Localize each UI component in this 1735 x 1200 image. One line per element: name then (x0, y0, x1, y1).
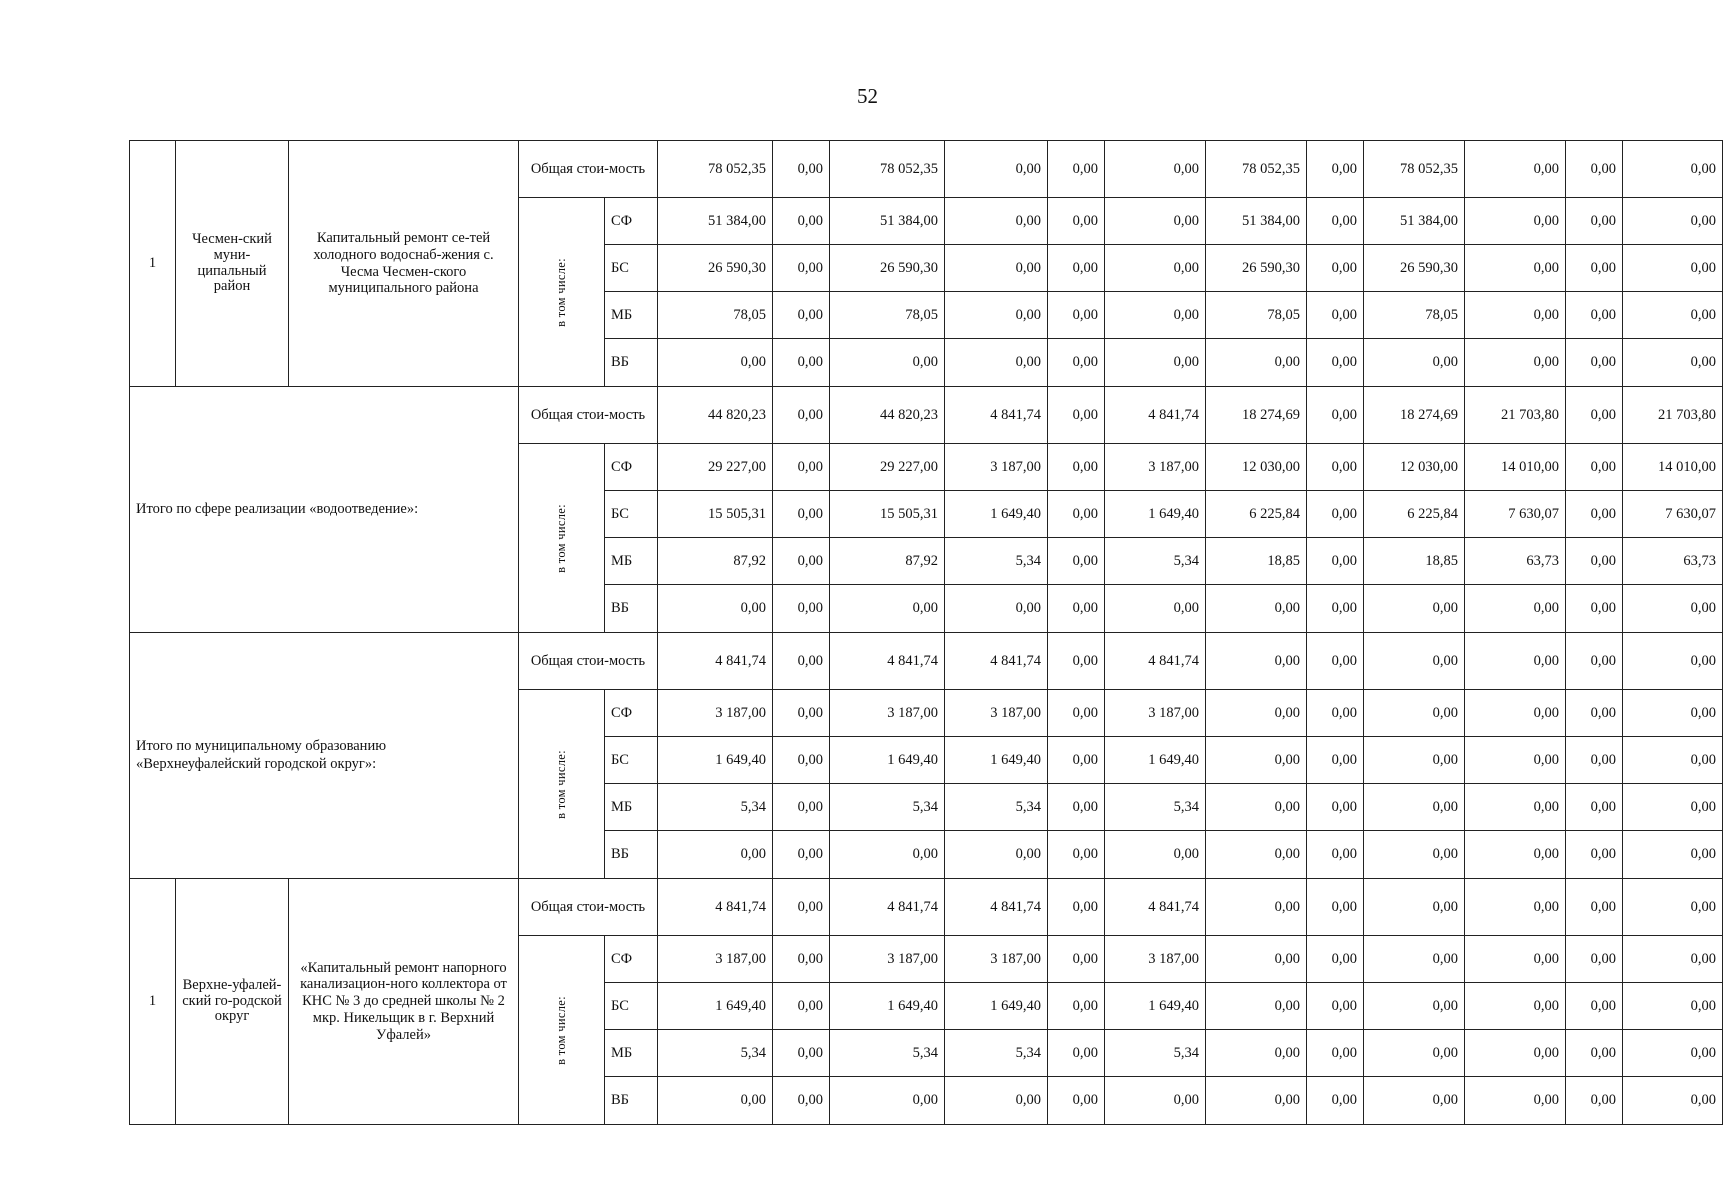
value-cell: 0,00 (1566, 245, 1623, 292)
value-cell: 63,73 (1465, 538, 1566, 585)
value-cell: 0,00 (1465, 737, 1566, 784)
value-cell: 0,00 (773, 1077, 830, 1125)
value-cell: 0,00 (773, 633, 830, 690)
value-cell: 0,00 (1566, 784, 1623, 831)
value-cell: 0,00 (1465, 690, 1566, 737)
value-cell: 0,00 (830, 1077, 945, 1125)
value-cell: 0,00 (1105, 339, 1206, 387)
value-cell: 4 841,74 (1105, 633, 1206, 690)
value-cell: 0,00 (1465, 198, 1566, 245)
value-cell: 4 841,74 (830, 633, 945, 690)
value-cell: 0,00 (1566, 737, 1623, 784)
funding-category: МБ (605, 784, 658, 831)
value-cell: 15 505,31 (658, 491, 773, 538)
value-cell: 1 649,40 (658, 737, 773, 784)
value-cell: 0,00 (945, 1077, 1048, 1125)
value-cell: 0,00 (773, 1030, 830, 1077)
value-cell: 0,00 (1465, 983, 1566, 1030)
value-cell: 0,00 (1623, 879, 1723, 936)
value-cell: 0,00 (1566, 339, 1623, 387)
value-cell: 0,00 (945, 141, 1048, 198)
value-cell: 0,00 (1307, 690, 1364, 737)
total-cost-label: Общая стои-мость (519, 141, 658, 198)
value-cell: 0,00 (1048, 737, 1105, 784)
value-cell: 3 187,00 (1105, 690, 1206, 737)
value-cell: 0,00 (773, 491, 830, 538)
value-cell: 15 505,31 (830, 491, 945, 538)
value-cell: 0,00 (1048, 1077, 1105, 1125)
value-cell: 0,00 (1048, 198, 1105, 245)
value-cell: 0,00 (1364, 936, 1465, 983)
value-cell: 0,00 (1206, 585, 1307, 633)
value-cell: 5,34 (1105, 1030, 1206, 1077)
value-cell: 0,00 (1465, 879, 1566, 936)
value-cell: 0,00 (1307, 784, 1364, 831)
value-cell: 0,00 (1048, 831, 1105, 879)
value-cell: 0,00 (1105, 198, 1206, 245)
value-cell: 0,00 (1623, 339, 1723, 387)
value-cell: 63,73 (1623, 538, 1723, 585)
value-cell: 1 649,40 (1105, 983, 1206, 1030)
value-cell: 0,00 (1206, 690, 1307, 737)
total-cost-label: Общая стои-мость (519, 387, 658, 444)
table-row (130, 879, 1723, 936)
value-cell: 21 703,80 (1465, 387, 1566, 444)
value-cell: 0,00 (1623, 245, 1723, 292)
funding-category: БС (605, 245, 658, 292)
value-cell: 5,34 (830, 784, 945, 831)
value-cell: 3 187,00 (945, 936, 1048, 983)
value-cell: 0,00 (1566, 585, 1623, 633)
value-cell: 29 227,00 (830, 444, 945, 491)
value-cell: 0,00 (830, 339, 945, 387)
value-cell: 3 187,00 (658, 690, 773, 737)
value-cell: 5,34 (658, 784, 773, 831)
including-label-cell (519, 444, 605, 633)
value-cell: 1 649,40 (1105, 491, 1206, 538)
value-cell: 3 187,00 (658, 936, 773, 983)
value-cell: 44 820,23 (658, 387, 773, 444)
value-cell: 0,00 (1307, 831, 1364, 879)
value-cell: 0,00 (1307, 292, 1364, 339)
value-cell: 78,05 (1364, 292, 1465, 339)
including-label-cell (519, 198, 605, 387)
value-cell: 5,34 (658, 1030, 773, 1077)
value-cell: 0,00 (773, 141, 830, 198)
value-cell: 0,00 (1623, 633, 1723, 690)
item-index: 1 (130, 141, 176, 387)
value-cell: 0,00 (1206, 737, 1307, 784)
value-cell: 0,00 (1307, 141, 1364, 198)
funding-category: МБ (605, 1030, 658, 1077)
value-cell: 0,00 (1465, 585, 1566, 633)
value-cell: 0,00 (1307, 245, 1364, 292)
value-cell: 0,00 (1105, 1077, 1206, 1125)
value-cell: 7 630,07 (1623, 491, 1723, 538)
value-cell: 0,00 (1105, 585, 1206, 633)
value-cell: 0,00 (1364, 339, 1465, 387)
value-cell: 0,00 (1206, 983, 1307, 1030)
value-cell: 87,92 (830, 538, 945, 585)
value-cell: 78 052,35 (1206, 141, 1307, 198)
value-cell: 0,00 (1566, 444, 1623, 491)
funding-category: МБ (605, 292, 658, 339)
value-cell: 0,00 (1623, 1077, 1723, 1125)
value-cell: 0,00 (773, 983, 830, 1030)
value-cell: 29 227,00 (658, 444, 773, 491)
value-cell: 4 841,74 (1105, 387, 1206, 444)
funding-category: МБ (605, 538, 658, 585)
value-cell: 3 187,00 (945, 444, 1048, 491)
funding-category: СФ (605, 444, 658, 491)
value-cell: 0,00 (1566, 1077, 1623, 1125)
value-cell: 0,00 (945, 245, 1048, 292)
value-cell: 0,00 (1465, 141, 1566, 198)
funding-category: БС (605, 491, 658, 538)
including-label-cell (519, 936, 605, 1125)
summary-label: Итого по муниципальному образованию «Верхнеуфалейский городской округ»: (130, 633, 519, 879)
value-cell: 0,00 (945, 831, 1048, 879)
value-cell: 0,00 (1307, 936, 1364, 983)
value-cell: 0,00 (1048, 936, 1105, 983)
value-cell: 0,00 (1465, 831, 1566, 879)
including-label-cell (519, 690, 605, 879)
funding-category: ВБ (605, 585, 658, 633)
value-cell: 12 030,00 (1364, 444, 1465, 491)
value-cell: 3 187,00 (1105, 444, 1206, 491)
value-cell: 0,00 (658, 831, 773, 879)
value-cell: 0,00 (1566, 292, 1623, 339)
value-cell: 26 590,30 (1364, 245, 1465, 292)
value-cell: 0,00 (1566, 538, 1623, 585)
total-cost-label: Общая стои-мость (519, 879, 658, 936)
value-cell: 0,00 (1307, 633, 1364, 690)
value-cell: 78 052,35 (830, 141, 945, 198)
value-cell: 4 841,74 (945, 633, 1048, 690)
funding-category: СФ (605, 690, 658, 737)
value-cell: 0,00 (1307, 538, 1364, 585)
value-cell: 5,34 (945, 538, 1048, 585)
funding-category: БС (605, 737, 658, 784)
value-cell: 0,00 (1566, 690, 1623, 737)
value-cell: 0,00 (1307, 339, 1364, 387)
value-cell: 78,05 (830, 292, 945, 339)
summary-label: Итого по сфере реализации «водоотведение»: (130, 387, 519, 633)
value-cell: 0,00 (1048, 585, 1105, 633)
value-cell: 5,34 (1105, 784, 1206, 831)
page-number: 52 (857, 84, 878, 108)
value-cell: 0,00 (658, 1077, 773, 1125)
value-cell: 44 820,23 (830, 387, 945, 444)
value-cell: 0,00 (1105, 141, 1206, 198)
value-cell: 7 630,07 (1465, 491, 1566, 538)
value-cell: 0,00 (1465, 339, 1566, 387)
including-label: в том числе: (553, 995, 568, 1065)
value-cell: 0,00 (830, 831, 945, 879)
value-cell: 5,34 (1105, 538, 1206, 585)
value-cell: 0,00 (1307, 1077, 1364, 1125)
value-cell: 1 649,40 (830, 737, 945, 784)
object-description: Капитальный ремонт се-тей холодного водоснаб-жения с. Чесма Чесмен-ского муниципального района (289, 141, 519, 387)
value-cell: 5,34 (945, 1030, 1048, 1077)
value-cell: 4 841,74 (1105, 879, 1206, 936)
value-cell: 1 649,40 (658, 983, 773, 1030)
funding-category: ВБ (605, 831, 658, 879)
item-index: 1 (130, 879, 176, 1125)
value-cell: 4 841,74 (945, 879, 1048, 936)
table-row (130, 633, 1723, 690)
value-cell: 14 010,00 (1623, 444, 1723, 491)
value-cell: 0,00 (773, 444, 830, 491)
value-cell: 0,00 (658, 339, 773, 387)
value-cell: 0,00 (773, 585, 830, 633)
value-cell: 3 187,00 (945, 690, 1048, 737)
value-cell: 0,00 (1465, 292, 1566, 339)
value-cell: 0,00 (1566, 387, 1623, 444)
value-cell: 0,00 (1206, 633, 1307, 690)
value-cell: 0,00 (1566, 491, 1623, 538)
value-cell: 0,00 (1623, 198, 1723, 245)
value-cell: 0,00 (773, 339, 830, 387)
value-cell: 0,00 (1307, 444, 1364, 491)
value-cell: 0,00 (1465, 936, 1566, 983)
value-cell: 3 187,00 (830, 690, 945, 737)
value-cell: 0,00 (1048, 387, 1105, 444)
value-cell: 0,00 (1623, 585, 1723, 633)
value-cell: 0,00 (830, 585, 945, 633)
budget-table (129, 140, 1723, 1125)
value-cell: 26 590,30 (830, 245, 945, 292)
value-cell: 0,00 (1048, 339, 1105, 387)
value-cell: 0,00 (1364, 983, 1465, 1030)
value-cell: 0,00 (658, 585, 773, 633)
funding-category: СФ (605, 198, 658, 245)
value-cell: 5,34 (945, 784, 1048, 831)
value-cell: 0,00 (1566, 831, 1623, 879)
value-cell: 0,00 (1048, 784, 1105, 831)
value-cell: 0,00 (1566, 633, 1623, 690)
value-cell: 0,00 (1364, 1077, 1465, 1125)
value-cell: 1 649,40 (945, 491, 1048, 538)
value-cell: 0,00 (773, 292, 830, 339)
value-cell: 18,85 (1364, 538, 1465, 585)
value-cell: 0,00 (1566, 879, 1623, 936)
total-cost-label: Общая стои-мость (519, 633, 658, 690)
value-cell: 0,00 (1364, 633, 1465, 690)
value-cell: 18 274,69 (1206, 387, 1307, 444)
value-cell: 78 052,35 (1364, 141, 1465, 198)
value-cell: 0,00 (1465, 633, 1566, 690)
value-cell: 0,00 (1048, 444, 1105, 491)
value-cell: 0,00 (1465, 784, 1566, 831)
value-cell: 0,00 (1566, 198, 1623, 245)
value-cell: 4 841,74 (658, 879, 773, 936)
value-cell: 0,00 (1566, 983, 1623, 1030)
value-cell: 51 384,00 (658, 198, 773, 245)
value-cell: 0,00 (1364, 831, 1465, 879)
value-cell: 0,00 (1364, 1030, 1465, 1077)
value-cell: 0,00 (1623, 983, 1723, 1030)
funding-category: БС (605, 983, 658, 1030)
including-label: в том числе: (553, 503, 568, 573)
including-label: в том числе: (553, 257, 568, 327)
value-cell: 0,00 (1206, 784, 1307, 831)
value-cell: 0,00 (773, 245, 830, 292)
value-cell: 0,00 (1364, 737, 1465, 784)
value-cell: 18 274,69 (1364, 387, 1465, 444)
value-cell: 0,00 (773, 936, 830, 983)
value-cell: 51 384,00 (830, 198, 945, 245)
municipality-name: Верхне-уфалей-ский го-родской округ (176, 879, 289, 1125)
value-cell: 4 841,74 (658, 633, 773, 690)
value-cell: 0,00 (1364, 585, 1465, 633)
value-cell: 0,00 (1206, 339, 1307, 387)
value-cell: 1 649,40 (945, 737, 1048, 784)
value-cell: 0,00 (1465, 1077, 1566, 1125)
value-cell: 0,00 (1105, 245, 1206, 292)
value-cell: 0,00 (1623, 292, 1723, 339)
value-cell: 0,00 (1048, 983, 1105, 1030)
value-cell: 0,00 (773, 387, 830, 444)
value-cell: 0,00 (1364, 784, 1465, 831)
value-cell: 0,00 (1048, 491, 1105, 538)
value-cell: 0,00 (773, 538, 830, 585)
value-cell: 0,00 (773, 198, 830, 245)
value-cell: 0,00 (1566, 141, 1623, 198)
value-cell: 0,00 (1623, 1030, 1723, 1077)
value-cell: 51 384,00 (1364, 198, 1465, 245)
value-cell: 18,85 (1206, 538, 1307, 585)
value-cell: 0,00 (1307, 491, 1364, 538)
value-cell: 0,00 (1048, 292, 1105, 339)
value-cell: 0,00 (1307, 387, 1364, 444)
value-cell: 6 225,84 (1206, 491, 1307, 538)
value-cell: 0,00 (1623, 831, 1723, 879)
value-cell: 12 030,00 (1206, 444, 1307, 491)
value-cell: 5,34 (830, 1030, 945, 1077)
value-cell: 3 187,00 (830, 936, 945, 983)
value-cell: 0,00 (1623, 141, 1723, 198)
value-cell: 0,00 (1048, 690, 1105, 737)
value-cell: 0,00 (773, 784, 830, 831)
value-cell: 21 703,80 (1623, 387, 1723, 444)
value-cell: 1 649,40 (945, 983, 1048, 1030)
value-cell: 0,00 (1623, 690, 1723, 737)
value-cell: 1 649,40 (830, 983, 945, 1030)
value-cell: 0,00 (1048, 141, 1105, 198)
funding-category: ВБ (605, 1077, 658, 1125)
value-cell: 0,00 (945, 339, 1048, 387)
value-cell: 0,00 (1623, 737, 1723, 784)
value-cell: 0,00 (1206, 879, 1307, 936)
value-cell: 6 225,84 (1364, 491, 1465, 538)
value-cell: 0,00 (1307, 585, 1364, 633)
value-cell: 78 052,35 (658, 141, 773, 198)
value-cell: 0,00 (773, 737, 830, 784)
funding-category: СФ (605, 936, 658, 983)
value-cell: 0,00 (1206, 1030, 1307, 1077)
value-cell: 0,00 (1048, 1030, 1105, 1077)
value-cell: 0,00 (773, 831, 830, 879)
value-cell: 0,00 (945, 292, 1048, 339)
value-cell: 14 010,00 (1465, 444, 1566, 491)
value-cell: 0,00 (1307, 737, 1364, 784)
value-cell: 0,00 (1307, 198, 1364, 245)
value-cell: 0,00 (1206, 1077, 1307, 1125)
value-cell: 78,05 (1206, 292, 1307, 339)
value-cell: 0,00 (1566, 936, 1623, 983)
table-row (130, 387, 1723, 444)
value-cell: 0,00 (1465, 1030, 1566, 1077)
value-cell: 87,92 (658, 538, 773, 585)
value-cell: 0,00 (945, 198, 1048, 245)
value-cell: 0,00 (945, 585, 1048, 633)
funding-category: ВБ (605, 339, 658, 387)
value-cell: 0,00 (1307, 1030, 1364, 1077)
value-cell: 78,05 (658, 292, 773, 339)
value-cell: 0,00 (1048, 245, 1105, 292)
value-cell: 0,00 (1105, 292, 1206, 339)
value-cell: 0,00 (1307, 983, 1364, 1030)
value-cell: 0,00 (1206, 936, 1307, 983)
value-cell: 0,00 (1623, 936, 1723, 983)
value-cell: 0,00 (1623, 784, 1723, 831)
value-cell: 26 590,30 (658, 245, 773, 292)
value-cell: 4 841,74 (945, 387, 1048, 444)
value-cell: 4 841,74 (830, 879, 945, 936)
table-row (130, 141, 1723, 198)
object-description: «Капитальный ремонт напорного канализацион-ного коллектора от КНС № 3 до средней школы № 2 мкр. Никельщик в г. Верхний Уфалей» (289, 879, 519, 1125)
value-cell: 0,00 (1048, 879, 1105, 936)
value-cell: 0,00 (1566, 1030, 1623, 1077)
value-cell: 0,00 (1048, 633, 1105, 690)
value-cell: 0,00 (1465, 245, 1566, 292)
value-cell: 1 649,40 (1105, 737, 1206, 784)
value-cell: 0,00 (1364, 690, 1465, 737)
value-cell: 0,00 (1105, 831, 1206, 879)
value-cell: 0,00 (1048, 538, 1105, 585)
municipality-name: Чесмен-ский муни-ципальный район (176, 141, 289, 387)
value-cell: 0,00 (773, 690, 830, 737)
value-cell: 3 187,00 (1105, 936, 1206, 983)
value-cell: 0,00 (1206, 831, 1307, 879)
value-cell: 0,00 (773, 879, 830, 936)
value-cell: 0,00 (1364, 879, 1465, 936)
value-cell: 26 590,30 (1206, 245, 1307, 292)
value-cell: 0,00 (1307, 879, 1364, 936)
including-label: в том числе: (553, 749, 568, 819)
value-cell: 51 384,00 (1206, 198, 1307, 245)
